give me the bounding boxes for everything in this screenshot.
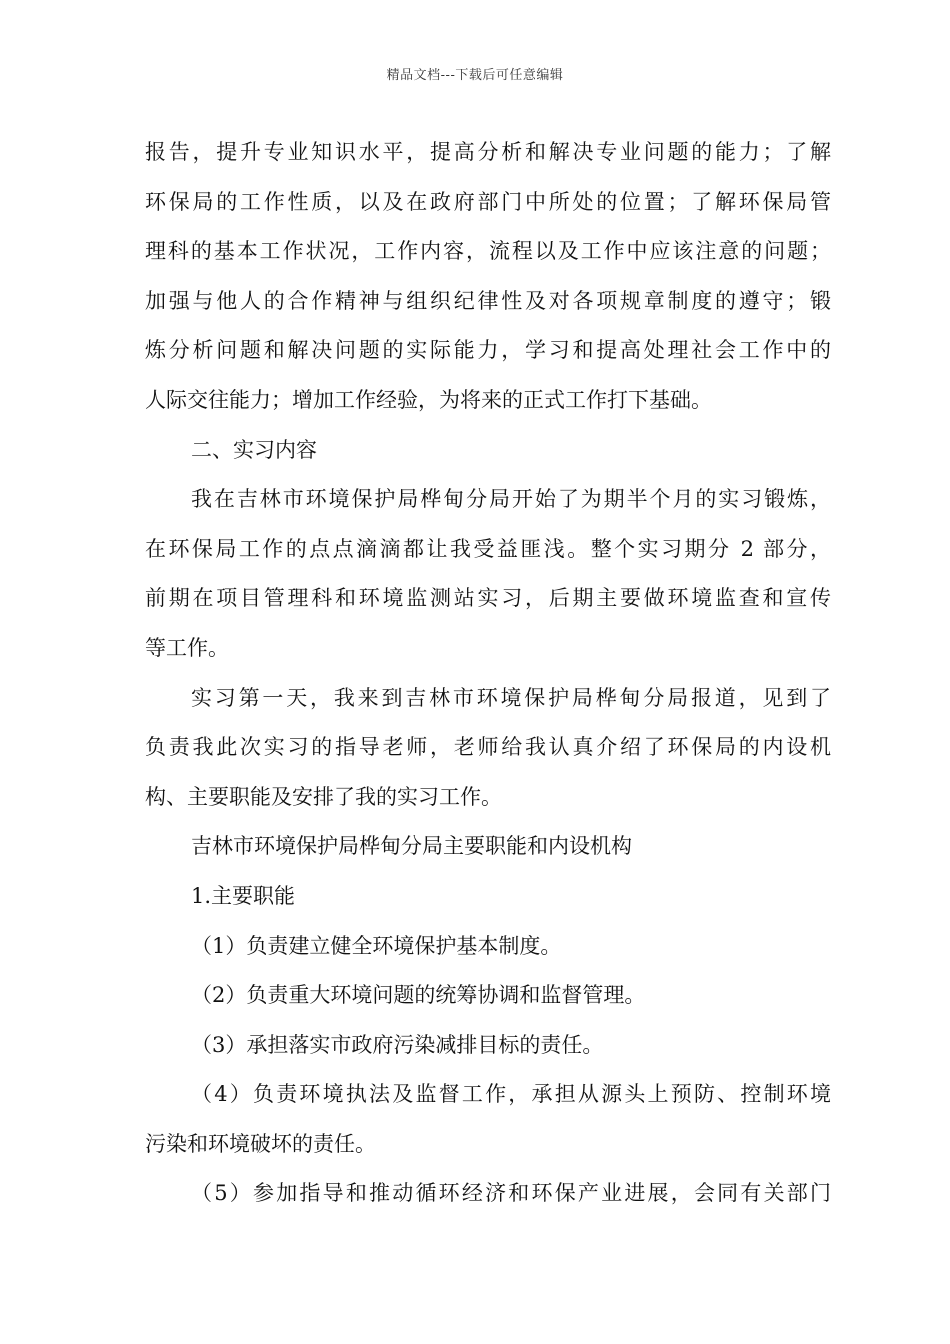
document-body <box>145 128 831 1219</box>
text-line: 负责我此次实习的指导老师，老师给我认真介绍了环保局的内设机 <box>145 735 831 760</box>
list-item: （4）负责环境执法及监督工作，承担从源头上预防、控制环境 <box>191 1082 831 1107</box>
list-item-continuation: 污染和环境破坏的责任。 <box>145 1131 376 1156</box>
text-line: 实习第一天，我来到吉林市环境保护局桦甸分局报道，见到了 <box>191 685 831 710</box>
text-line: 构、主要职能及安排了我的实习工作。 <box>145 784 502 809</box>
text-line: 炼分析问题和解决问题的实际能力，学习和提高处理社会工作中的 <box>145 338 831 363</box>
subsection-heading: 吉林市环境保护局桦甸分局主要职能和内设机构 <box>191 834 632 859</box>
list-item: （3）承担落实市政府污染减排目标的责任。 <box>191 1032 604 1057</box>
text-line: 我在吉林市环境保护局桦甸分局开始了为期半个月的实习锻炼， <box>191 487 831 512</box>
text-line: 在环保局工作的点点滴滴都让我受益匪浅。整个实习期分 2 部分， <box>145 536 831 561</box>
text-line: 前期在项目管理科和环境监测站实习，后期主要做环境监查和宣传 <box>145 586 831 611</box>
page-header: 精品文档---下载后可任意编辑 <box>386 68 564 83</box>
list-item: （1）负责建立健全环境保护基本制度。 <box>191 933 562 958</box>
text-line: 理科的基本工作状况，工作内容，流程以及工作中应该注意的问题； <box>145 239 831 264</box>
list-item: （5）参加指导和推动循环经济和环保产业进展，会同有关部门 <box>191 1181 831 1206</box>
list-item: （2）负责重大环境问题的统筹协调和监督管理。 <box>191 983 646 1008</box>
text-line: 报告，提升专业知识水平，提高分析和解决专业问题的能力；了解 <box>145 140 831 164</box>
text-line: 环保局的工作性质，以及在政府部门中所处的位置；了解环保局管 <box>145 189 831 214</box>
text-line: 等工作。 <box>145 635 229 660</box>
text-line: 加强与他人的合作精神与组织纪律性及对各项规章制度的遵守；锻 <box>145 288 831 313</box>
section-heading: 二、实习内容 <box>191 437 317 462</box>
list-heading: 1.主要职能 <box>191 883 296 908</box>
text-line: 人际交往能力；增加工作经验，为将来的正式工作打下基础。 <box>145 387 712 412</box>
